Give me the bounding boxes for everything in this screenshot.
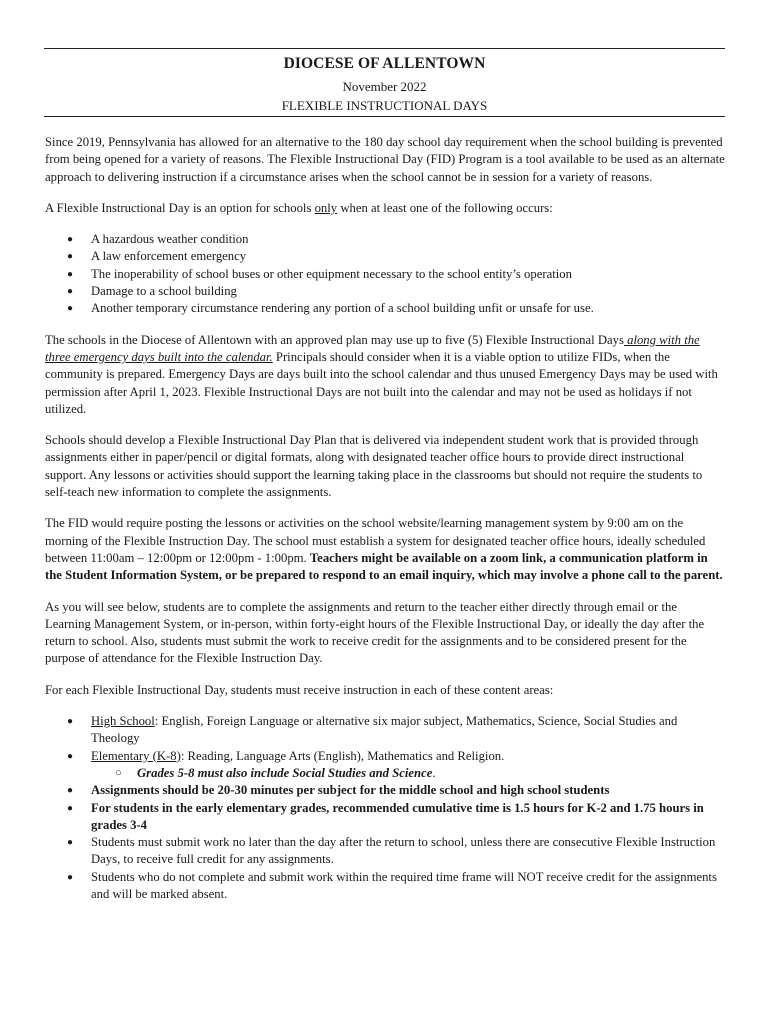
- posting-paragraph: [45, 515, 725, 584]
- hollow-bullet-icon: ○: [115, 766, 122, 779]
- bullet-icon: ●: [67, 268, 74, 280]
- list-item: [45, 248, 725, 265]
- elementary-text: : Reading, Language Arts (English), Mathematics and Religion.: [180, 748, 505, 763]
- bullet-icon: ●: [67, 251, 74, 263]
- option-text-underlined: only: [314, 200, 338, 215]
- posting-text: The FID would require posting the lessons or activities on the school website/learning management system by 9:00 am on the morning of the Flexible Instruction Day. The school must establish a system for designated teacher office hours, ideally scheduled between 11:00am – 12:00pm or 12:00pm - 1:00pm.: [45, 516, 706, 565]
- list-item: [45, 231, 725, 248]
- conditions-list: [45, 231, 725, 317]
- submit-deadline-rule: Students must submit work no later than the day after the return to school, unless there are consecutive Flexible Instruction Days, to receive full credit for any assignments.: [91, 835, 716, 867]
- list-item: [45, 782, 725, 799]
- list-item: [45, 834, 725, 869]
- option-text-after: when at least one of the following occurs:: [337, 200, 553, 215]
- intro-paragraph: Since 2019, Pennsylvania has allowed for an alternative to the 180 day school day requirement when the school building is prevented from being opened for a variety of reasons. The Flexible Instructional Day (FID) Program is a tool available to be used as an alternate approach to delivering instruction if a circumstance arises when the school cannot be in session for a variety of reasons.: [45, 135, 725, 184]
- plan-text-before: The schools in the Diocese of Allentown with an approved plan may use up to five (5) Flexible Instructional Days: [45, 332, 624, 347]
- header-bottom-rule: [44, 116, 725, 117]
- list-item: [45, 283, 725, 300]
- high-school-text: : English, Foreign Language or alternative six major subject, Mathematics, Science, Social Studies and Theology: [91, 714, 678, 746]
- plan-text-after: Principals should consider when it is a viable option to utilize FIDs, when the community is prepared. Emergency Days are days built into the school calendar and thus unused Emergency Days may be used with permission after April 1, 2023. Flexible Instructional Days are not built into the calendar and may not be used as holidays if not utilized.: [45, 349, 718, 416]
- submission-paragraph: As you will see below, students are to complete the assignments and return to the teacher either directly through email or the Learning Management System, or in-person, within forty-eight hours of the Flexible Instructional Day, or ideally the day after the return to school. Also, students must submit the work to receive credit for the assignments and to be considered present for the purpose of attendance for the Flexible Instruction Day.: [45, 599, 705, 666]
- document-title: DIOCESE OF ALLENTOWN: [283, 55, 486, 72]
- list-item: [45, 800, 725, 835]
- list-item-text: Damage to a school building: [91, 284, 237, 299]
- list-item-text: A hazardous weather condition: [91, 232, 249, 247]
- option-paragraph: [45, 200, 725, 217]
- high-school-label: High School: [91, 714, 155, 729]
- bullet-icon: ●: [67, 234, 74, 246]
- list-item: [45, 869, 725, 904]
- plan-text-emphasis: along with the three emergency days built into the calendar.: [45, 332, 700, 364]
- header-top-rule: [44, 48, 725, 49]
- bullet-icon: ●: [67, 785, 74, 797]
- posting-text-bold: Teachers might be available on a zoom link, a communication platform in the Student Information System, or be prepared to respond to an email inquiry, which may involve a phone call to the parent.: [45, 550, 723, 583]
- content-areas-list: [45, 713, 725, 903]
- elementary-time-rule: For students in the early elementary grades, recommended cumulative time is 1.5 hours for K-2 and 1.75 hours in grades 3-4: [91, 800, 704, 832]
- list-item: [45, 748, 725, 765]
- fid-plan-paragraph: Schools should develop a Flexible Instructional Day Plan that is delivered via independent student work that is provided through assignments either in paper/pencil or digital formats, along with designated teacher office hours to provide direct instructional support. Any lessons or activities should support the learning taking place in the classrooms but should not require the students to self-teach new information to complete the assignments.: [45, 433, 703, 500]
- bullet-icon: ●: [67, 303, 74, 315]
- bullet-icon: ●: [67, 716, 74, 728]
- option-text-before: A Flexible Instructional Day is an option for schools: [45, 200, 315, 215]
- document-date: November 2022: [342, 79, 427, 94]
- diocese-plan-paragraph: [45, 332, 725, 418]
- content-areas-paragraph: For each Flexible Instructional Day, students must receive instruction in each of these content areas:: [45, 682, 554, 697]
- document-body: [45, 134, 725, 917]
- list-item-text: Another temporary circumstance rendering any portion of a school building unfit or unsafe for use.: [91, 301, 594, 316]
- absent-rule: Students who do not complete and submit work within the required time frame will NOT receive credit for the assignments and will be marked absent.: [91, 869, 717, 901]
- list-item: [45, 300, 725, 317]
- document-subtitle: FLEXIBLE INSTRUCTIONAL DAYS: [281, 98, 488, 113]
- sub-list-item: [45, 765, 725, 782]
- elementary-label: Elementary (K-8): [91, 748, 181, 763]
- grades-note-end: .: [432, 765, 436, 780]
- grades-note: Grades 5-8 must also include Social Studies and Science: [137, 765, 433, 780]
- bullet-icon: ●: [67, 286, 74, 298]
- minutes-rule: Assignments should be 20-30 minutes per subject for the middle school and high school students: [91, 783, 610, 798]
- bullet-icon: ●: [67, 871, 74, 883]
- list-item-text: A law enforcement emergency: [91, 249, 247, 264]
- list-item-text: The inoperability of school buses or other equipment necessary to the school entity’s operation: [91, 266, 572, 281]
- list-item: [45, 713, 725, 748]
- bullet-icon: ●: [67, 802, 74, 814]
- list-item: [45, 266, 725, 283]
- bullet-icon: ●: [67, 837, 74, 849]
- bullet-icon: ●: [67, 750, 74, 762]
